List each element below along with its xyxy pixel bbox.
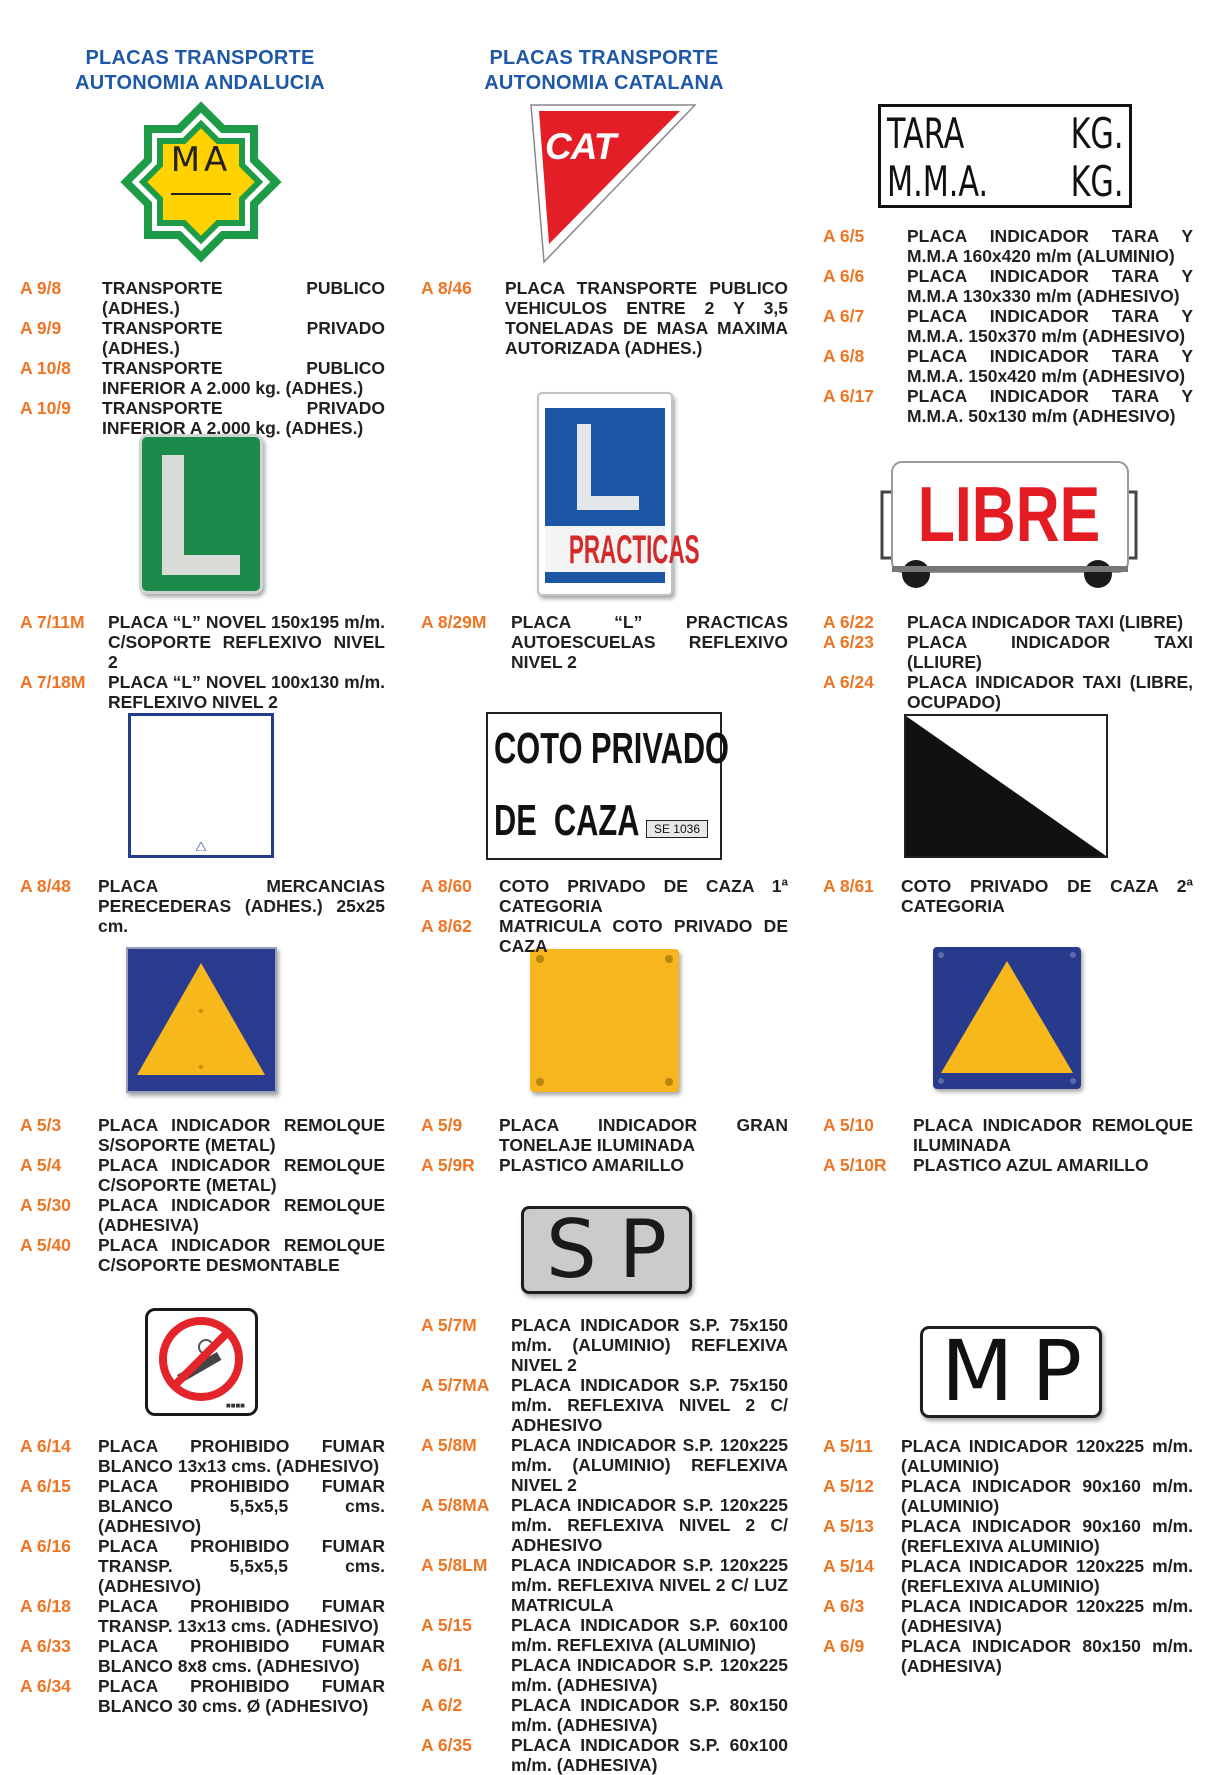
product-code: A 6/6 (823, 266, 865, 286)
product-desc: PLACA INDICADOR S.P. 75x150 m/m. REFLEXIVA NIVEL 2 C/ ADHESIVO (511, 1375, 788, 1435)
sign-l-novel (139, 434, 263, 594)
sign-l-practicas (537, 392, 700, 596)
list-item (421, 1115, 788, 1155)
sign-sp-text: SP (546, 1203, 690, 1296)
product-desc: COTO PRIVADO DE CAZA 2ª CATEGORIA (901, 876, 1193, 916)
product-desc: TRANSPORTE PUBLICO INFERIOR A 2.000 kg. (ADHES.) (102, 358, 385, 398)
product-code: A 5/8MA (421, 1495, 490, 1515)
list-item (421, 1155, 788, 1175)
product-desc: PLACA PROHIBIDO FUMAR BLANCO 13x13 cms. (ADHESIVO) (98, 1436, 385, 1476)
col2-block-2 (421, 612, 788, 672)
product-code: A 8/61 (823, 876, 874, 896)
product-code: A 5/3 (20, 1115, 62, 1135)
col1-block-2 (20, 612, 385, 712)
col2-block-5 (421, 1315, 788, 1775)
list-item (20, 358, 385, 398)
list-item (20, 1195, 385, 1235)
product-desc: PLACA INDICADOR REMOLQUE S/SOPORTE (METAL) (98, 1115, 385, 1155)
product-desc: PLACA INDICADOR TAXI (LIBRE, OCUPADO) (907, 672, 1193, 712)
product-desc: PLACA INDICADOR GRAN TONELAJE ILUMINADA (499, 1115, 788, 1155)
sign-ma-andalucia (120, 100, 282, 265)
sign-coto-line1: COTO PRIVADO (494, 724, 730, 773)
sign-tara-mma (878, 104, 1132, 208)
list-item (421, 1735, 788, 1775)
header-andalucia-line1: PLACAS TRANSPORTE (85, 47, 315, 69)
sign-cat-text: CAT (545, 126, 616, 167)
sign-libre-taxi (878, 458, 1140, 596)
product-code: A 5/7M (421, 1315, 477, 1335)
product-desc: PLACA PROHIBIDO FUMAR BLANCO 8x8 cms. (ADHESIVO) (98, 1636, 385, 1676)
product-code: A 8/29M (421, 612, 487, 632)
sign-coto-privado-1 (486, 712, 730, 860)
list-item (421, 876, 788, 916)
list-item (421, 1495, 788, 1555)
sign-remolque-iluminada (933, 947, 1081, 1089)
list-item (823, 306, 1193, 346)
product-code: A 6/17 (823, 386, 874, 406)
product-code: A 8/62 (421, 916, 472, 936)
product-code: A 8/48 (20, 876, 71, 896)
product-code: A 6/33 (20, 1636, 71, 1656)
product-code: A 5/40 (20, 1235, 71, 1255)
list-item (20, 1636, 385, 1676)
list-item (20, 1476, 385, 1536)
list-item (20, 398, 385, 438)
list-item (20, 1436, 385, 1476)
product-code: A 6/14 (20, 1436, 71, 1456)
sign-mp-text: MP (941, 1322, 1101, 1420)
product-code: A 6/24 (823, 672, 874, 692)
list-item (421, 1435, 788, 1495)
product-code: A 7/18M (20, 672, 86, 692)
list-item (421, 612, 788, 672)
sign-libre-text: LIBRE (917, 470, 1101, 558)
product-code: A 6/35 (421, 1735, 472, 1755)
product-desc: PLACA INDICADOR TARA Y M.M.A. 150x420 m/m (ADHESIVO) (907, 346, 1193, 386)
product-desc: COTO PRIVADO DE CAZA 1ª CATEGORIA (499, 876, 788, 916)
list-item (823, 266, 1193, 306)
product-code: A 5/7MA (421, 1375, 490, 1395)
product-desc: PLACA INDICADOR TARA Y M.M.A. 50x130 m/m (ADHESIVO) (907, 386, 1193, 426)
sign-coto-plate: SE 1036 (646, 820, 708, 838)
product-code: A 9/9 (20, 318, 62, 338)
product-code: A 5/9 (421, 1115, 463, 1135)
list-item (421, 1315, 788, 1375)
product-desc: PLACA INDICADOR S.P. 60x100 m/m. REFLEXIVA (ALUMINIO) (511, 1615, 788, 1655)
product-desc: PLACA INDICADOR S.P. 120x225 m/m. REFLEXIVA NIVEL 2 C/ ADHESIVO (511, 1495, 788, 1555)
sign-sp (521, 1203, 692, 1296)
product-code: A 5/9R (421, 1155, 475, 1175)
sign-mma-text: M.M.A. (887, 157, 989, 206)
product-code: A 5/30 (20, 1195, 71, 1215)
sign-tara-text: TARA (887, 109, 965, 158)
product-code: A 6/34 (20, 1676, 71, 1696)
sign-cat-catalana (530, 104, 696, 264)
col2-block-4 (421, 1115, 788, 1175)
sign-mp (920, 1322, 1102, 1420)
col3-block-4 (823, 1115, 1193, 1175)
col3-block-1 (823, 226, 1193, 426)
list-item (421, 1655, 788, 1695)
product-desc: PLACA PROHIBIDO FUMAR BLANCO 5,5x5,5 cms. (ADHESIVO) (98, 1476, 385, 1536)
col3-block-5 (823, 1436, 1193, 1676)
product-desc: PLACA PROHIBIDO FUMAR TRANSP. 5,5x5,5 cms. (ADHESIVO) (98, 1536, 385, 1596)
list-item (20, 278, 385, 318)
list-item (421, 278, 788, 358)
product-desc: PLACA MERCANCIAS PERECEDERAS (ADHES.) 25x25 cm. (98, 876, 385, 936)
sign-no-smoking (145, 1308, 258, 1416)
product-code: A 5/15 (421, 1615, 472, 1635)
sign-gran-tonelaje (530, 949, 679, 1092)
product-desc: PLACA “L” NOVEL 150x195 m/m. C/SOPORTE REFLEXIVO NIVEL 2 (108, 612, 385, 672)
list-item (421, 1555, 788, 1615)
list-item (421, 1375, 788, 1435)
col1-block-5 (20, 1436, 385, 1716)
product-desc: PLACA INDICADOR 120x225 m/m. (REFLEXIVA ALUMINIO) (901, 1556, 1193, 1596)
product-code: A 7/11M (20, 612, 85, 632)
product-code: A 5/13 (823, 1516, 874, 1536)
product-code: A 8/60 (421, 876, 472, 896)
product-desc: PLACA INDICADOR TARA Y M.M.A 130x330 m/m (ADHESIVO) (907, 266, 1193, 306)
list-item (823, 1596, 1193, 1636)
product-code: A 6/7 (823, 306, 865, 326)
product-code: A 5/11 (823, 1436, 873, 1456)
product-code: A 6/3 (823, 1596, 865, 1616)
product-desc: PLACA PROHIBIDO FUMAR TRANSP. 13x13 cms. (ADHESIVO) (98, 1596, 385, 1636)
list-item (20, 1676, 385, 1716)
product-desc: PLACA INDICADOR 80x150 m/m. (ADHESIVA) (901, 1636, 1193, 1676)
list-item (823, 672, 1193, 712)
product-code: A 6/18 (20, 1596, 71, 1616)
product-code: A 10/8 (20, 358, 71, 378)
product-code: A 6/22 (823, 612, 874, 632)
list-item (20, 672, 385, 712)
product-desc: PLASTICO AZUL AMARILLO (913, 1155, 1149, 1175)
list-item (823, 876, 1193, 916)
list-item (823, 1516, 1193, 1556)
col2-block-1 (421, 278, 788, 358)
svg-text:■■■■: ■■■■ (226, 1403, 245, 1409)
product-code: A 6/2 (421, 1695, 463, 1715)
product-desc: PLACA INDICADOR S.P. 75x150 m/m. (ALUMINIO) REFLEXIVA NIVEL 2 (511, 1315, 788, 1375)
list-item (823, 1556, 1193, 1596)
list-item (20, 1536, 385, 1596)
header-catalana (474, 46, 734, 96)
product-desc: PLACA INDICADOR TAXI (LLIURE) (907, 632, 1193, 672)
product-code: A 6/5 (823, 226, 865, 246)
col1-block-4 (20, 1115, 385, 1275)
list-item (823, 1436, 1193, 1476)
list-item (421, 916, 788, 956)
product-code: A 5/8LM (421, 1555, 488, 1575)
product-desc: PLACA “L” NOVEL 100x130 m/m. REFLEXIVO NIVEL 2 (108, 672, 385, 712)
product-desc: PLACA INDICADOR S.P. 120x225 m/m. (ADHESIVA) (511, 1655, 788, 1695)
list-item (20, 318, 385, 358)
list-item (823, 346, 1193, 386)
col1-block-3 (20, 876, 385, 936)
product-desc: MATRICULA COTO PRIVADO DE CAZA (499, 916, 788, 956)
product-code: A 5/10R (823, 1155, 887, 1175)
product-desc: PLACA INDICADOR S.P. 120x225 m/m. REFLEXIVA NIVEL 2 C/ LUZ MATRICULA (511, 1555, 788, 1615)
list-item (823, 1115, 1193, 1155)
list-item (823, 612, 1193, 632)
product-desc: TRANSPORTE PRIVADO (ADHES.) (102, 318, 385, 358)
list-item (823, 1636, 1193, 1676)
product-desc: PLACA INDICADOR 120x225 m/m. (ALUMINIO) (901, 1436, 1193, 1476)
product-desc: PLACA INDICADOR S.P. 80x150 m/m. (ADHESIVA) (511, 1695, 788, 1735)
sign-kg-text-2: KG. (1070, 157, 1123, 206)
list-item (421, 1695, 788, 1735)
list-item (20, 1115, 385, 1155)
sign-ma-text: MA (170, 140, 232, 180)
list-item (421, 1615, 788, 1655)
list-item (20, 876, 385, 936)
sign-remolque-1 (126, 947, 277, 1093)
list-item (823, 226, 1193, 266)
sign-coto-privado-2 (904, 714, 1108, 858)
header-catalana-line2: AUTONOMIA CATALANA (484, 72, 724, 94)
header-catalana-line1: PLACAS TRANSPORTE (489, 47, 719, 69)
product-code: A 5/10 (823, 1115, 874, 1135)
product-desc: PLACA INDICADOR REMOLQUE C/SOPORTE (METAL) (98, 1155, 385, 1195)
list-item (823, 1476, 1193, 1516)
list-item (823, 632, 1193, 672)
product-code: A 6/9 (823, 1636, 865, 1656)
product-desc: PLACA INDICADOR REMOLQUE C/SOPORTE DESMONTABLE (98, 1235, 385, 1275)
list-item (823, 386, 1193, 426)
product-desc: PLASTICO AMARILLO (499, 1155, 685, 1175)
header-andalucia-line2: AUTONOMIA ANDALUCIA (75, 72, 325, 94)
list-item (20, 612, 385, 672)
sign-kg-text-1: KG. (1070, 109, 1123, 158)
product-desc: PLACA INDICADOR TAXI (LIBRE) (907, 612, 1184, 632)
product-code: A 6/16 (20, 1536, 71, 1556)
sign-coto-line2: DE CAZA (494, 796, 640, 845)
product-desc: PLACA INDICADOR S.P. 120x225 m/m. (ALUMINIO) REFLEXIVA NIVEL 2 (511, 1435, 788, 1495)
product-code: A 9/8 (20, 278, 62, 298)
product-desc: PLACA INDICADOR TARA Y M.M.A. 150x370 m/m (ADHESIVO) (907, 306, 1193, 346)
product-code: A 6/15 (20, 1476, 71, 1496)
product-code: A 8/46 (421, 278, 472, 298)
product-desc: PLACA “L” PRACTICAS AUTOESCUELAS REFLEXIVO NIVEL 2 (511, 612, 788, 672)
product-code: A 5/14 (823, 1556, 874, 1576)
col3-block-3 (823, 876, 1193, 916)
list-item (20, 1596, 385, 1636)
product-desc: PLACA INDICADOR 120x225 m/m. (ADHESIVA) (901, 1596, 1193, 1636)
product-desc: PLACA INDICADOR REMOLQUE (ADHESIVA) (98, 1195, 385, 1235)
product-code: A 5/8M (421, 1435, 477, 1455)
product-code: A 5/4 (20, 1155, 62, 1175)
product-code: A 6/23 (823, 632, 874, 652)
product-code: A 6/8 (823, 346, 865, 366)
product-desc: TRANSPORTE PRIVADO INFERIOR A 2.000 kg. (ADHES.) (102, 398, 385, 438)
list-item (823, 1155, 1193, 1175)
product-code: A 5/12 (823, 1476, 874, 1496)
product-desc: PLACA INDICADOR REMOLQUE ILUMINADA (913, 1115, 1193, 1155)
sign-mercancias-perecederas (128, 713, 274, 858)
product-code: A 6/1 (421, 1655, 463, 1675)
product-code: A 10/9 (20, 398, 71, 418)
col2-block-3 (421, 876, 788, 956)
product-desc: PLACA PROHIBIDO FUMAR BLANCO 30 cms. Ø (ADHESIVO) (98, 1676, 385, 1716)
sign-practicas-text: PRACTICAS (568, 528, 700, 572)
product-desc: PLACA INDICADOR 90x160 m/m. (ALUMINIO) (901, 1476, 1193, 1516)
product-desc: TRANSPORTE PUBLICO (ADHES.) (102, 278, 385, 318)
product-desc: PLACA INDICADOR S.P. 60x100 m/m. (ADHESIVA) (511, 1735, 788, 1775)
list-item (20, 1235, 385, 1275)
header-andalucia (70, 46, 330, 96)
product-desc: PLACA INDICADOR 90x160 m/m. (REFLEXIVA ALUMINIO) (901, 1516, 1193, 1556)
col1-block-1 (20, 278, 385, 438)
list-item (20, 1155, 385, 1195)
product-desc: PLACA TRANSPORTE PUBLICO VEHICULOS ENTRE 2 Y 3,5 TONELADAS DE MASA MAXIMA AUTORIZADA (ADHES.) (505, 278, 788, 358)
product-desc: PLACA INDICADOR TARA Y M.M.A 160x420 m/m (ALUMINIO) (907, 226, 1193, 266)
col3-block-2 (823, 612, 1193, 712)
